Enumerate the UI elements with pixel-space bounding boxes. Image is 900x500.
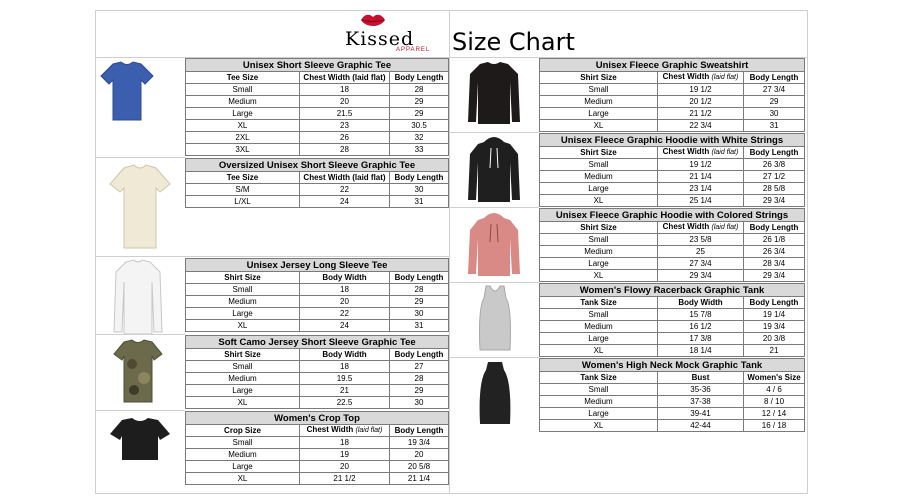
value-cell: 19 1/2 [658, 84, 744, 96]
brand-name: Kissed [345, 28, 415, 50]
size-cell: Large [540, 258, 658, 270]
col-header-main: Chest Width [662, 147, 710, 156]
grey-racerback-tank-image [476, 284, 514, 352]
size-cell: Large [186, 461, 300, 473]
size-cell: Large [186, 108, 300, 120]
table-row [186, 461, 449, 473]
col-header-main: Chest Width [662, 72, 710, 81]
size-cell: Large [186, 308, 300, 320]
value-cell: 18 1/4 [658, 345, 744, 357]
size-cell: Medium [540, 171, 658, 183]
value-cell: 30 [390, 308, 449, 320]
value-cell: 19 1/2 [658, 159, 744, 171]
size-cell: Medium [186, 296, 300, 308]
size-cell: 2XL [186, 132, 300, 144]
col-header-note: (laid flat) [711, 74, 739, 81]
table-row [186, 120, 449, 132]
size-cell: Large [540, 333, 658, 345]
size-table-oversized-tee [185, 158, 449, 208]
size-table-crop-top [185, 411, 449, 485]
value-cell: 21 [744, 345, 805, 357]
table-row [186, 108, 449, 120]
table-title: Unisex Fleece Graphic Sweatshirt [540, 59, 805, 72]
size-table-hoodie-white-strings [539, 133, 805, 207]
col-header: Tank Size [540, 297, 658, 309]
value-cell: 18 [300, 84, 390, 96]
col-header: Women's Size [744, 372, 805, 384]
table-row [540, 183, 805, 195]
size-cell: Small [186, 361, 300, 373]
value-cell: 21 1/2 [300, 473, 390, 485]
size-cell: Medium [540, 396, 658, 408]
size-table-flowy-racerback [539, 283, 805, 357]
value-cell: 20 1/2 [658, 96, 744, 108]
size-cell: XL [186, 473, 300, 485]
value-cell: 29 [390, 96, 449, 108]
size-cell: Small [540, 159, 658, 171]
value-cell: 31 [744, 120, 805, 132]
table-title: Oversized Unisex Short Sleeve Graphic Tee [186, 159, 449, 172]
col-header: Chest Width (laid flat) [300, 72, 390, 84]
table-row [186, 296, 449, 308]
camo-tee-image [112, 338, 164, 404]
value-cell: 18 [300, 284, 390, 296]
col-header-main: Chest Width [306, 425, 354, 434]
col-header: Body Width [658, 297, 744, 309]
value-cell: 26 1/8 [744, 234, 805, 246]
value-cell: 26 3/8 [744, 159, 805, 171]
size-cell: Large [540, 183, 658, 195]
col-header: Body Length [390, 272, 449, 284]
value-cell: 28 [390, 373, 449, 385]
value-cell: 19 3/4 [390, 437, 449, 449]
table-row [540, 321, 805, 333]
value-cell: 28 5/8 [744, 183, 805, 195]
size-table-long-sleeve [185, 258, 449, 332]
size-cell: XL [540, 120, 658, 132]
size-table-high-neck-tank [539, 358, 805, 432]
value-cell: 29 3/4 [744, 195, 805, 207]
table-title: Soft Camo Jersey Short Sleeve Graphic Tee [186, 336, 449, 349]
table-row [540, 333, 805, 345]
value-cell: 23 5/8 [658, 234, 744, 246]
col-header: Shirt Size [186, 349, 300, 361]
value-cell: 19 [300, 449, 390, 461]
size-table-unisex-short-sleeve [185, 58, 449, 156]
table-title: Unisex Jersey Long Sleeve Tee [186, 259, 449, 272]
value-cell: 21 1/4 [390, 473, 449, 485]
table-title: Unisex Fleece Graphic Hoodie with Colored Strings [540, 209, 805, 222]
size-cell: Small [186, 437, 300, 449]
size-table-soft-camo [185, 335, 449, 409]
value-cell: 31 [390, 320, 449, 332]
table-row [540, 195, 805, 207]
value-cell: 28 [390, 284, 449, 296]
table-row [186, 184, 449, 196]
size-cell: Small [186, 84, 300, 96]
white-long-sleeve-image [112, 258, 164, 336]
col-header: Tank Size [540, 372, 658, 384]
value-cell: 27 3/4 [744, 84, 805, 96]
value-cell: 23 [300, 120, 390, 132]
col-header: Chest Width (laid flat) [300, 172, 390, 184]
table-row [540, 171, 805, 183]
value-cell: 29 3/4 [658, 270, 744, 282]
value-cell: 24 [300, 320, 390, 332]
value-cell: 37-38 [658, 396, 744, 408]
table-row [540, 258, 805, 270]
value-cell: 17 3/8 [658, 333, 744, 345]
table-row [540, 309, 805, 321]
size-cell: Small [540, 309, 658, 321]
value-cell: 29 [390, 296, 449, 308]
table-row [540, 234, 805, 246]
size-cell: L/XL [186, 196, 300, 208]
value-cell: 28 [300, 144, 390, 156]
value-cell: 29 [390, 385, 449, 397]
value-cell: 18 [300, 437, 390, 449]
table-row [186, 308, 449, 320]
black-crop-top-image [108, 416, 172, 462]
col-header: Body Length [744, 147, 805, 159]
size-cell: XL [186, 320, 300, 332]
value-cell: 25 [658, 246, 744, 258]
col-header: Shirt Size [186, 272, 300, 284]
value-cell: 42-44 [658, 420, 744, 432]
col-header-note: (laid flat) [711, 149, 739, 156]
table-row [540, 384, 805, 396]
size-cell: Small [540, 384, 658, 396]
value-cell: 22 [300, 184, 390, 196]
value-cell: 26 3/4 [744, 246, 805, 258]
col-header [300, 425, 390, 437]
table-row [540, 159, 805, 171]
value-cell: 31 [390, 196, 449, 208]
col-header: Shirt Size [540, 147, 658, 159]
col-header: Body Width [300, 272, 390, 284]
value-cell: 8 / 10 [744, 396, 805, 408]
col-header: Tee Size [186, 172, 300, 184]
table-row [186, 397, 449, 409]
col-header: Body Length [744, 222, 805, 234]
table-row [186, 144, 449, 156]
value-cell: 30 [390, 397, 449, 409]
size-cell: Small [540, 84, 658, 96]
col-header [658, 222, 744, 234]
size-cell: Large [540, 108, 658, 120]
size-cell: Medium [186, 96, 300, 108]
size-table-fleece-sweatshirt [539, 58, 805, 132]
col-header: Body Length [390, 425, 449, 437]
table-row [540, 246, 805, 258]
value-cell: 22 3/4 [658, 120, 744, 132]
table-row [540, 420, 805, 432]
value-cell: 20 [300, 96, 390, 108]
royal-blue-tee-image [99, 60, 155, 122]
col-header-main: Chest Width [662, 222, 710, 231]
table-row [540, 108, 805, 120]
value-cell: 15 7/8 [658, 309, 744, 321]
value-cell: 27 [390, 361, 449, 373]
col-header-note: (laid flat) [355, 427, 383, 434]
value-cell: 21.5 [300, 108, 390, 120]
size-cell: Medium [186, 373, 300, 385]
value-cell: 30 [744, 108, 805, 120]
col-header: Body Length [390, 72, 449, 84]
table-row [540, 408, 805, 420]
col-header [658, 72, 744, 84]
col-header: Crop Size [186, 425, 300, 437]
size-cell: 3XL [186, 144, 300, 156]
table-row [540, 84, 805, 96]
table-row [186, 385, 449, 397]
value-cell: 25 1/4 [658, 195, 744, 207]
table-row [186, 373, 449, 385]
value-cell: 21 1/2 [658, 108, 744, 120]
table-row [540, 96, 805, 108]
size-cell: Medium [186, 449, 300, 461]
value-cell: 27 1/2 [744, 171, 805, 183]
table-row [186, 361, 449, 373]
size-cell: Small [186, 284, 300, 296]
table-row [186, 473, 449, 485]
table-row [540, 120, 805, 132]
value-cell: 24 [300, 196, 390, 208]
table-row [186, 284, 449, 296]
value-cell: 23 1/4 [658, 183, 744, 195]
value-cell: 20 [390, 449, 449, 461]
table-row [540, 270, 805, 282]
black-sweatshirt-image [466, 60, 522, 128]
col-header [658, 147, 744, 159]
pink-hoodie-image [466, 210, 522, 278]
col-header: Body Width [300, 349, 390, 361]
table-title: Women's Crop Top [186, 412, 449, 425]
value-cell: 20 3/8 [744, 333, 805, 345]
table-row [186, 437, 449, 449]
size-cell: XL [540, 420, 658, 432]
value-cell: 21 1/4 [658, 171, 744, 183]
value-cell: 19.5 [300, 373, 390, 385]
col-header-note: (laid flat) [711, 224, 739, 231]
value-cell: 29 3/4 [744, 270, 805, 282]
value-cell: 21 [300, 385, 390, 397]
table-title: Women's Flowy Racerback Graphic Tank [540, 284, 805, 297]
value-cell: 22.5 [300, 397, 390, 409]
col-header: Tee Size [186, 72, 300, 84]
value-cell: 29 [390, 108, 449, 120]
table-row [186, 449, 449, 461]
col-header: Body Length [744, 297, 805, 309]
value-cell: 20 [300, 296, 390, 308]
table-row [540, 396, 805, 408]
table-row [186, 84, 449, 96]
value-cell: 28 [390, 84, 449, 96]
black-high-neck-tank-image [476, 360, 514, 426]
value-cell: 18 [300, 361, 390, 373]
value-cell: 30.5 [390, 120, 449, 132]
value-cell: 19 3/4 [744, 321, 805, 333]
natural-oversized-tee-image [108, 162, 172, 252]
value-cell: 28 3/4 [744, 258, 805, 270]
table-row [186, 320, 449, 332]
size-table-hoodie-colored-strings [539, 208, 805, 282]
table-row [186, 196, 449, 208]
table-row [186, 132, 449, 144]
table-row [540, 345, 805, 357]
value-cell: 16 / 18 [744, 420, 805, 432]
value-cell: 29 [744, 96, 805, 108]
size-cell: XL [540, 195, 658, 207]
page-title: Size Chart [452, 28, 575, 56]
size-cell: Small [540, 234, 658, 246]
col-header: Shirt Size [540, 222, 658, 234]
table-row [186, 96, 449, 108]
table-title: Unisex Fleece Graphic Hoodie with White Strings [540, 134, 805, 147]
brand-subtitle: APPAREL [396, 47, 431, 53]
black-hoodie-image [466, 134, 522, 204]
size-cell: Large [186, 385, 300, 397]
value-cell: 26 [300, 132, 390, 144]
value-cell: 33 [390, 144, 449, 156]
col-header: Body Length [744, 72, 805, 84]
value-cell: 32 [390, 132, 449, 144]
value-cell: 20 5/8 [390, 461, 449, 473]
size-cell: XL [540, 345, 658, 357]
value-cell: 16 1/2 [658, 321, 744, 333]
size-cell: XL [540, 270, 658, 282]
size-cell: Medium [540, 246, 658, 258]
col-header: Body Length [390, 172, 449, 184]
value-cell: 12 / 14 [744, 408, 805, 420]
table-title: Unisex Short Sleeve Graphic Tee [186, 59, 449, 72]
col-header: Body Length [390, 349, 449, 361]
value-cell: 20 [300, 461, 390, 473]
value-cell: 30 [390, 184, 449, 196]
value-cell: 27 3/4 [658, 258, 744, 270]
value-cell: 35-36 [658, 384, 744, 396]
value-cell: 19 1/4 [744, 309, 805, 321]
value-cell: 22 [300, 308, 390, 320]
value-cell: 4 / 6 [744, 384, 805, 396]
size-cell: Medium [540, 321, 658, 333]
value-cell: 39-41 [658, 408, 744, 420]
size-cell: Medium [540, 96, 658, 108]
size-cell: XL [186, 120, 300, 132]
size-cell: Large [540, 408, 658, 420]
table-title: Women's High Neck Mock Graphic Tank [540, 359, 805, 372]
size-cell: XL [186, 397, 300, 409]
col-header: Shirt Size [540, 72, 658, 84]
col-header: Bust [658, 372, 744, 384]
size-cell: S/M [186, 184, 300, 196]
